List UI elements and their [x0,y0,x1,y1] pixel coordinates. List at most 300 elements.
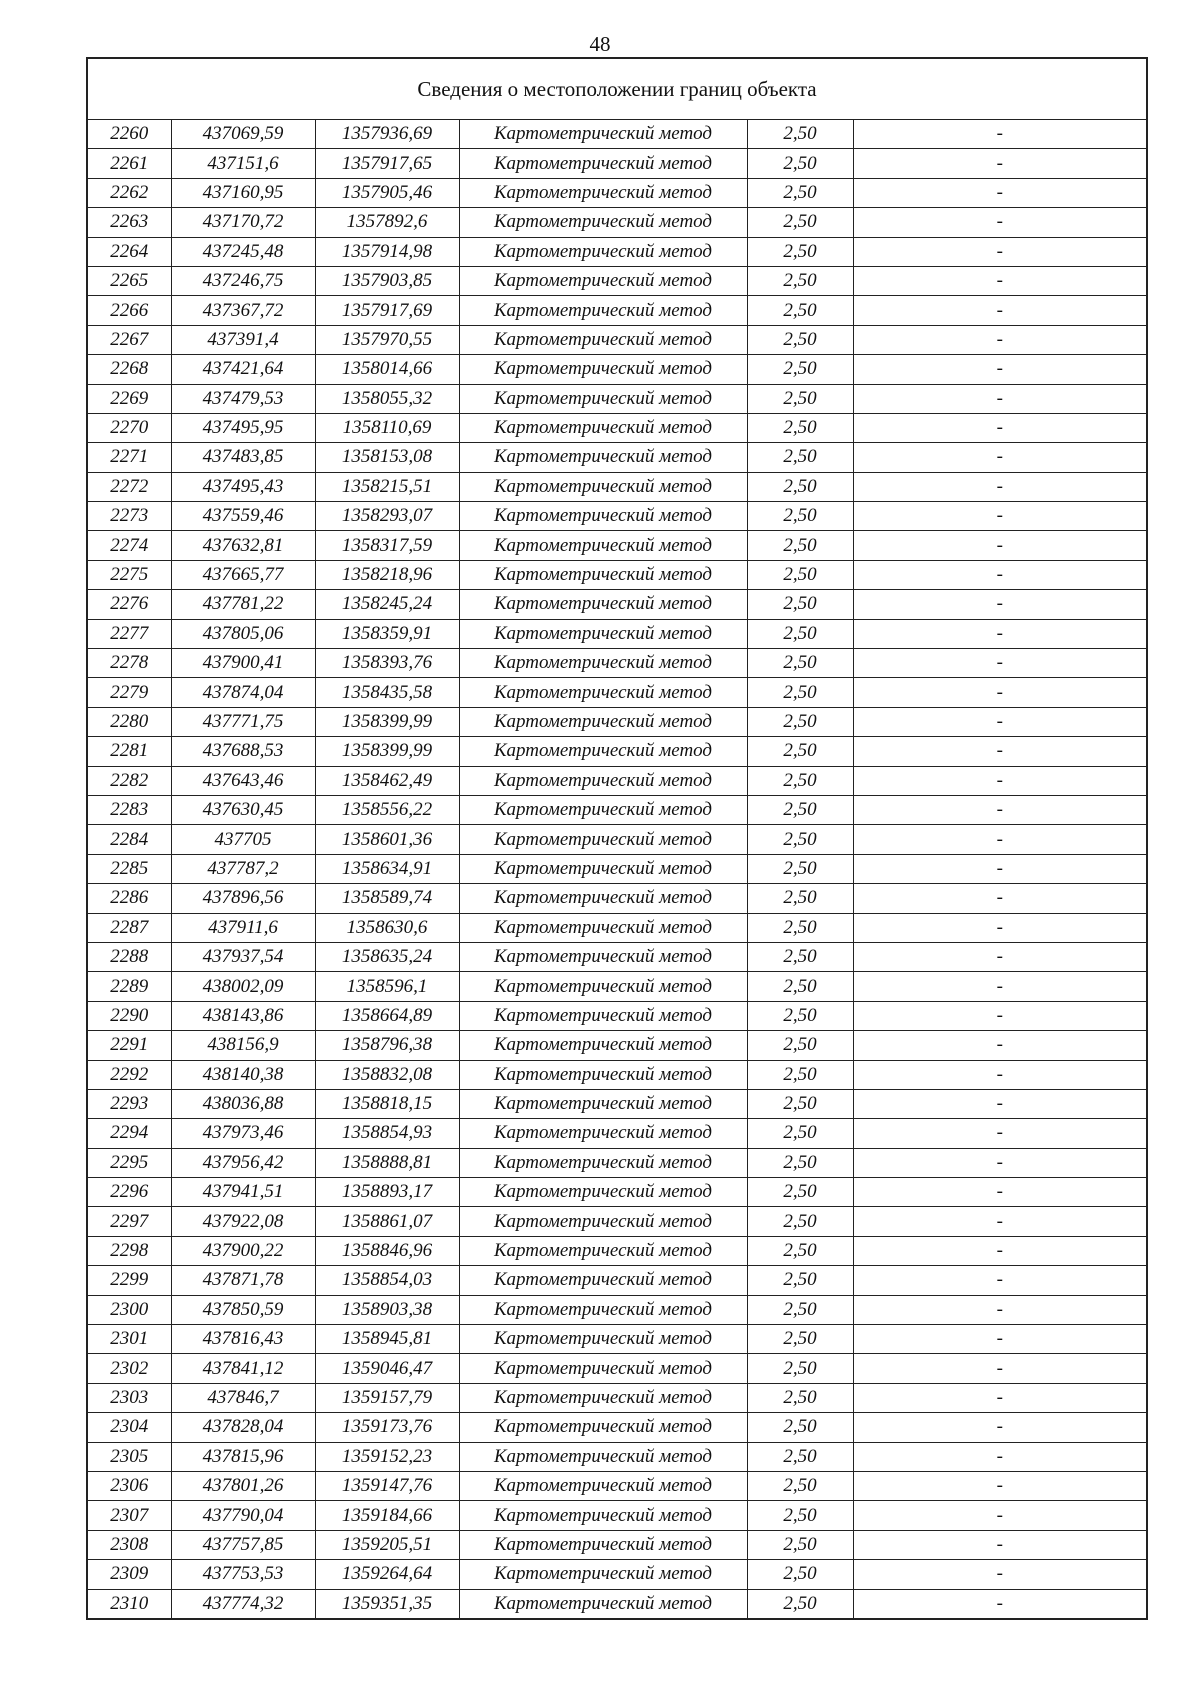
y-coordinate-cell: 1358596,1 [315,972,459,1001]
accuracy-cell: 2,50 [747,531,853,560]
table-row [87,825,1147,854]
table-row [87,1383,1147,1412]
description-cell: - [853,619,1147,648]
table-row [87,502,1147,531]
point-number-cell: 2286 [87,884,171,913]
table-title: Сведения о местоположении границ объекта [87,58,1147,120]
point-number-cell: 2290 [87,1001,171,1030]
accuracy-cell: 2,50 [747,355,853,384]
description-cell: - [853,1001,1147,1030]
y-coordinate-cell: 1357903,85 [315,266,459,295]
x-coordinate-cell: 437630,45 [171,795,315,824]
table-row [87,531,1147,560]
x-coordinate-cell: 437815,96 [171,1442,315,1471]
point-number-cell: 2293 [87,1089,171,1118]
y-coordinate-cell: 1358218,96 [315,560,459,589]
x-coordinate-cell: 437816,43 [171,1325,315,1354]
accuracy-cell: 2,50 [747,237,853,266]
method-cell: Картометрический метод [459,619,747,648]
point-number-cell: 2271 [87,443,171,472]
method-cell: Картометрический метод [459,1207,747,1236]
page-number: 48 [589,32,611,56]
accuracy-cell: 2,50 [747,1060,853,1089]
method-cell: Картометрический метод [459,296,747,325]
y-coordinate-cell: 1358393,76 [315,649,459,678]
y-coordinate-cell: 1358601,36 [315,825,459,854]
y-coordinate-cell: 1357892,6 [315,208,459,237]
accuracy-cell: 2,50 [747,1089,853,1118]
accuracy-cell: 2,50 [747,619,853,648]
y-coordinate-cell: 1357917,65 [315,149,459,178]
x-coordinate-cell: 437665,77 [171,560,315,589]
accuracy-cell: 2,50 [747,266,853,295]
description-cell: - [853,737,1147,766]
accuracy-cell: 2,50 [747,413,853,442]
accuracy-cell: 2,50 [747,1560,853,1589]
x-coordinate-cell: 437846,7 [171,1383,315,1412]
x-coordinate-cell: 437688,53 [171,737,315,766]
y-coordinate-cell: 1358664,89 [315,1001,459,1030]
table-row [87,296,1147,325]
description-cell: - [853,1266,1147,1295]
x-coordinate-cell: 437170,72 [171,208,315,237]
table-row [87,707,1147,736]
table-row [87,1501,1147,1530]
method-cell: Картометрический метод [459,766,747,795]
point-number-cell: 2305 [87,1442,171,1471]
method-cell: Картометрический метод [459,560,747,589]
accuracy-cell: 2,50 [747,120,853,149]
x-coordinate-cell: 438002,09 [171,972,315,1001]
y-coordinate-cell: 1358110,69 [315,413,459,442]
accuracy-cell: 2,50 [747,1530,853,1559]
method-cell: Картометрический метод [459,149,747,178]
point-number-cell: 2291 [87,1031,171,1060]
method-cell: Картометрический метод [459,737,747,766]
point-number-cell: 2263 [87,208,171,237]
point-number-cell: 2272 [87,472,171,501]
description-cell: - [853,1560,1147,1589]
x-coordinate-cell: 437559,46 [171,502,315,531]
method-cell: Картометрический метод [459,1178,747,1207]
accuracy-cell: 2,50 [747,884,853,913]
accuracy-cell: 2,50 [747,854,853,883]
point-number-cell: 2309 [87,1560,171,1589]
y-coordinate-cell: 1357905,46 [315,178,459,207]
accuracy-cell: 2,50 [747,1354,853,1383]
y-coordinate-cell: 1357914,98 [315,237,459,266]
point-number-cell: 2262 [87,178,171,207]
table-row [87,325,1147,354]
y-coordinate-cell: 1359351,35 [315,1589,459,1619]
table-row [87,1354,1147,1383]
description-cell: - [853,120,1147,149]
table-row [87,120,1147,149]
x-coordinate-cell: 437874,04 [171,678,315,707]
point-number-cell: 2265 [87,266,171,295]
x-coordinate-cell: 437956,42 [171,1148,315,1177]
accuracy-cell: 2,50 [747,766,853,795]
x-coordinate-cell: 437151,6 [171,149,315,178]
point-number-cell: 2283 [87,795,171,824]
point-number-cell: 2275 [87,560,171,589]
description-cell: - [853,208,1147,237]
point-number-cell: 2273 [87,502,171,531]
point-number-cell: 2269 [87,384,171,413]
table-row [87,237,1147,266]
description-cell: - [853,649,1147,678]
description-cell: - [853,1236,1147,1265]
description-cell: - [853,1031,1147,1060]
accuracy-cell: 2,50 [747,1207,853,1236]
accuracy-cell: 2,50 [747,1295,853,1324]
y-coordinate-cell: 1357970,55 [315,325,459,354]
x-coordinate-cell: 438143,86 [171,1001,315,1030]
point-number-cell: 2274 [87,531,171,560]
description-cell: - [853,384,1147,413]
table-row [87,1001,1147,1030]
y-coordinate-cell: 1359264,64 [315,1560,459,1589]
method-cell: Картометрический метод [459,413,747,442]
accuracy-cell: 2,50 [747,560,853,589]
table-row [87,795,1147,824]
point-number-cell: 2279 [87,678,171,707]
method-cell: Картометрический метод [459,1266,747,1295]
x-coordinate-cell: 437632,81 [171,531,315,560]
accuracy-cell: 2,50 [747,472,853,501]
y-coordinate-cell: 1358818,15 [315,1089,459,1118]
y-coordinate-cell: 1359205,51 [315,1530,459,1559]
table-row [87,1530,1147,1559]
y-coordinate-cell: 1357936,69 [315,120,459,149]
point-number-cell: 2285 [87,854,171,883]
table-row [87,854,1147,883]
method-cell: Картометрический метод [459,913,747,942]
x-coordinate-cell: 437850,59 [171,1295,315,1324]
point-number-cell: 2300 [87,1295,171,1324]
table-row [87,149,1147,178]
description-cell: - [853,1413,1147,1442]
description-cell: - [853,355,1147,384]
method-cell: Картометрический метод [459,649,747,678]
y-coordinate-cell: 1358832,08 [315,1060,459,1089]
table-row [87,413,1147,442]
y-coordinate-cell: 1358630,6 [315,913,459,942]
table-row [87,1560,1147,1589]
y-coordinate-cell: 1358888,81 [315,1148,459,1177]
y-coordinate-cell: 1358399,99 [315,737,459,766]
x-coordinate-cell: 437495,43 [171,472,315,501]
accuracy-cell: 2,50 [747,384,853,413]
x-coordinate-cell: 437753,53 [171,1560,315,1589]
accuracy-cell: 2,50 [747,1031,853,1060]
x-coordinate-cell: 437790,04 [171,1501,315,1530]
y-coordinate-cell: 1359152,23 [315,1442,459,1471]
accuracy-cell: 2,50 [747,825,853,854]
method-cell: Картометрический метод [459,384,747,413]
description-cell: - [853,942,1147,971]
table-row [87,590,1147,619]
y-coordinate-cell: 1358055,32 [315,384,459,413]
description-cell: - [853,884,1147,913]
method-cell: Картометрический метод [459,1413,747,1442]
table-row [87,942,1147,971]
description-cell: - [853,1060,1147,1089]
description-cell: - [853,913,1147,942]
method-cell: Картометрический метод [459,1560,747,1589]
y-coordinate-cell: 1358153,08 [315,443,459,472]
table-row [87,1266,1147,1295]
method-cell: Картометрический метод [459,531,747,560]
description-cell: - [853,972,1147,1001]
description-cell: - [853,237,1147,266]
table-row [87,1442,1147,1471]
table-row [87,619,1147,648]
point-number-cell: 2294 [87,1119,171,1148]
x-coordinate-cell: 437643,46 [171,766,315,795]
x-coordinate-cell: 437911,6 [171,913,315,942]
x-coordinate-cell: 437937,54 [171,942,315,971]
point-number-cell: 2289 [87,972,171,1001]
method-cell: Картометрический метод [459,1148,747,1177]
y-coordinate-cell: 1358854,93 [315,1119,459,1148]
x-coordinate-cell: 437774,32 [171,1589,315,1619]
table-row [87,737,1147,766]
description-cell: - [853,1383,1147,1412]
x-coordinate-cell: 437757,85 [171,1530,315,1559]
table-row [87,884,1147,913]
accuracy-cell: 2,50 [747,1413,853,1442]
method-cell: Картометрический метод [459,1001,747,1030]
description-cell: - [853,854,1147,883]
method-cell: Картометрический метод [459,1354,747,1383]
method-cell: Картометрический метод [459,472,747,501]
description-cell: - [853,678,1147,707]
accuracy-cell: 2,50 [747,1178,853,1207]
point-number-cell: 2277 [87,619,171,648]
description-cell: - [853,560,1147,589]
accuracy-cell: 2,50 [747,1501,853,1530]
method-cell: Картометрический метод [459,1589,747,1619]
description-cell: - [853,1442,1147,1471]
y-coordinate-cell: 1359157,79 [315,1383,459,1412]
x-coordinate-cell: 438036,88 [171,1089,315,1118]
table-row [87,1236,1147,1265]
y-coordinate-cell: 1358556,22 [315,795,459,824]
x-coordinate-cell: 437941,51 [171,1178,315,1207]
x-coordinate-cell: 437787,2 [171,854,315,883]
accuracy-cell: 2,50 [747,1471,853,1500]
table-row [87,443,1147,472]
point-number-cell: 2266 [87,296,171,325]
accuracy-cell: 2,50 [747,149,853,178]
x-coordinate-cell: 437705 [171,825,315,854]
accuracy-cell: 2,50 [747,1266,853,1295]
method-cell: Картометрический метод [459,1031,747,1060]
description-cell: - [853,1530,1147,1559]
x-coordinate-cell: 437160,95 [171,178,315,207]
table-row [87,649,1147,678]
y-coordinate-cell: 1358846,96 [315,1236,459,1265]
accuracy-cell: 2,50 [747,1325,853,1354]
accuracy-cell: 2,50 [747,502,853,531]
method-cell: Картометрический метод [459,325,747,354]
x-coordinate-cell: 437828,04 [171,1413,315,1442]
description-cell: - [853,766,1147,795]
description-cell: - [853,1178,1147,1207]
x-coordinate-cell: 437805,06 [171,619,315,648]
method-cell: Картометрический метод [459,1530,747,1559]
point-number-cell: 2304 [87,1413,171,1442]
accuracy-cell: 2,50 [747,942,853,971]
point-number-cell: 2287 [87,913,171,942]
point-number-cell: 2308 [87,1530,171,1559]
description-cell: - [853,1119,1147,1148]
point-number-cell: 2260 [87,120,171,149]
x-coordinate-cell: 437245,48 [171,237,315,266]
table-row [87,972,1147,1001]
x-coordinate-cell: 437871,78 [171,1266,315,1295]
x-coordinate-cell: 437841,12 [171,1354,315,1383]
accuracy-cell: 2,50 [747,443,853,472]
y-coordinate-cell: 1358854,03 [315,1266,459,1295]
y-coordinate-cell: 1358635,24 [315,942,459,971]
point-number-cell: 2281 [87,737,171,766]
table-row [87,1119,1147,1148]
description-cell: - [853,296,1147,325]
description-cell: - [853,1207,1147,1236]
description-cell: - [853,1589,1147,1619]
y-coordinate-cell: 1358945,81 [315,1325,459,1354]
x-coordinate-cell: 437801,26 [171,1471,315,1500]
method-cell: Картометрический метод [459,120,747,149]
point-number-cell: 2276 [87,590,171,619]
description-cell: - [853,325,1147,354]
point-number-cell: 2310 [87,1589,171,1619]
description-cell: - [853,266,1147,295]
table-body [87,120,1147,1619]
accuracy-cell: 2,50 [747,208,853,237]
point-number-cell: 2268 [87,355,171,384]
description-cell: - [853,707,1147,736]
x-coordinate-cell: 437973,46 [171,1119,315,1148]
description-cell: - [853,531,1147,560]
description-cell: - [853,1501,1147,1530]
x-coordinate-cell: 437922,08 [171,1207,315,1236]
x-coordinate-cell: 437069,59 [171,120,315,149]
description-cell: - [853,502,1147,531]
table-row [87,560,1147,589]
y-coordinate-cell: 1358435,58 [315,678,459,707]
table-row [87,1413,1147,1442]
description-cell: - [853,825,1147,854]
accuracy-cell: 2,50 [747,178,853,207]
table-row [87,1148,1147,1177]
point-number-cell: 2267 [87,325,171,354]
accuracy-cell: 2,50 [747,678,853,707]
accuracy-cell: 2,50 [747,1001,853,1030]
y-coordinate-cell: 1358317,59 [315,531,459,560]
method-cell: Картометрический метод [459,443,747,472]
accuracy-cell: 2,50 [747,972,853,1001]
description-cell: - [853,1471,1147,1500]
point-number-cell: 2295 [87,1148,171,1177]
method-cell: Картометрический метод [459,1060,747,1089]
table-row [87,1207,1147,1236]
method-cell: Картометрический метод [459,355,747,384]
point-number-cell: 2299 [87,1266,171,1295]
table-row [87,178,1147,207]
accuracy-cell: 2,50 [747,590,853,619]
y-coordinate-cell: 1359046,47 [315,1354,459,1383]
x-coordinate-cell: 437391,4 [171,325,315,354]
x-coordinate-cell: 437900,41 [171,649,315,678]
y-coordinate-cell: 1358796,38 [315,1031,459,1060]
point-number-cell: 2280 [87,707,171,736]
y-coordinate-cell: 1358589,74 [315,884,459,913]
method-cell: Картометрический метод [459,707,747,736]
y-coordinate-cell: 1358893,17 [315,1178,459,1207]
description-cell: - [853,443,1147,472]
table-row [87,208,1147,237]
accuracy-cell: 2,50 [747,649,853,678]
table-row [87,1295,1147,1324]
x-coordinate-cell: 437367,72 [171,296,315,325]
accuracy-cell: 2,50 [747,707,853,736]
point-number-cell: 2288 [87,942,171,971]
description-cell: - [853,178,1147,207]
method-cell: Картометрический метод [459,1442,747,1471]
table-row [87,472,1147,501]
point-number-cell: 2307 [87,1501,171,1530]
x-coordinate-cell: 437781,22 [171,590,315,619]
x-coordinate-cell: 437421,64 [171,355,315,384]
point-number-cell: 2282 [87,766,171,795]
point-number-cell: 2297 [87,1207,171,1236]
description-cell: - [853,1354,1147,1383]
method-cell: Картометрический метод [459,678,747,707]
x-coordinate-cell: 437495,95 [171,413,315,442]
point-number-cell: 2301 [87,1325,171,1354]
method-cell: Картометрический метод [459,1471,747,1500]
table-row [87,1471,1147,1500]
y-coordinate-cell: 1358861,07 [315,1207,459,1236]
x-coordinate-cell: 437483,85 [171,443,315,472]
accuracy-cell: 2,50 [747,737,853,766]
method-cell: Картометрический метод [459,795,747,824]
table-row [87,1178,1147,1207]
accuracy-cell: 2,50 [747,296,853,325]
x-coordinate-cell: 438156,9 [171,1031,315,1060]
point-number-cell: 2303 [87,1383,171,1412]
description-cell: - [853,1295,1147,1324]
y-coordinate-cell: 1358245,24 [315,590,459,619]
x-coordinate-cell: 438140,38 [171,1060,315,1089]
y-coordinate-cell: 1359184,66 [315,1501,459,1530]
description-cell: - [853,1325,1147,1354]
y-coordinate-cell: 1359173,76 [315,1413,459,1442]
accuracy-cell: 2,50 [747,1383,853,1412]
accuracy-cell: 2,50 [747,913,853,942]
description-cell: - [853,413,1147,442]
accuracy-cell: 2,50 [747,325,853,354]
method-cell: Картометрический метод [459,1236,747,1265]
method-cell: Картометрический метод [459,178,747,207]
table-row [87,1325,1147,1354]
table-title-row [87,58,1147,120]
method-cell: Картометрический метод [459,1325,747,1354]
x-coordinate-cell: 437896,56 [171,884,315,913]
